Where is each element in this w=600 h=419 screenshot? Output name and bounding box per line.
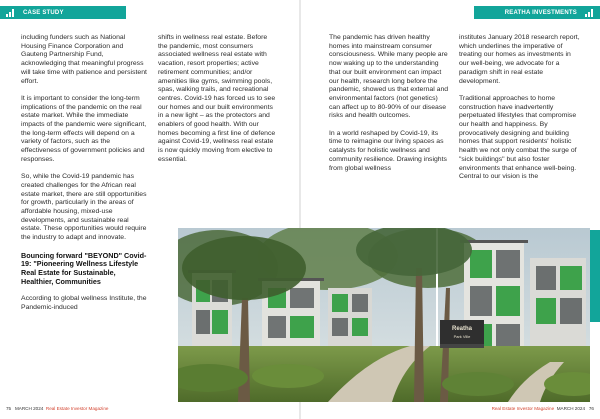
sign-title: Reatha xyxy=(451,326,473,332)
section-header-right xyxy=(474,6,600,19)
text-column-3 xyxy=(329,34,449,182)
footer-left xyxy=(6,406,108,411)
paragraph: shifts in wellness real estate. Before the pandemic, most consumers associated wellness real estate with vacation, resort properties; active retirement communities; and/or amenities like gyms, swimming pools, spas, walking trails, and recreational centres. Covid-19 has forced us to see our homes and our built environments in a new light – as the protectors and enablers of good health. With our homes becoming a first line of defence against Covid-19, wellness real estate is now quickly moving from elective to essential. xyxy=(158,34,276,163)
accent-bar xyxy=(590,230,600,322)
subheading: Bouncing forward "BEYOND" Covid-19: "Pioneering Wellness Lifestyle Real Estate for Sustainable, Healthier, Communities xyxy=(21,250,147,286)
issue-date: MARCH 2024 xyxy=(14,406,44,411)
paragraph: According to global wellness Institute, the Pandemic-induced xyxy=(21,295,147,312)
bar-chart-icon xyxy=(585,9,594,17)
magazine-name: Real Estate Investor Magazine xyxy=(491,406,555,411)
paragraph: It is important to consider the long-term implications of the pandemic on the real estate market. While the immediate impacts of the pandemic were significant, the long-term effects will depend on a variety of factors, such as the effectiveness of government policies and responses. xyxy=(21,94,147,163)
issue-date: MARCH 2024 xyxy=(556,406,586,411)
page-number: 75 xyxy=(6,406,12,411)
footer-right xyxy=(492,406,594,411)
magazine-name: Real Estate Investor Magazine xyxy=(45,406,109,411)
text-column-4 xyxy=(459,34,580,191)
paragraph: Traditional approaches to home construction have inadvertently perpetuated lifestyles that compromise our health and happiness. By provocatively designing and building homes that support residents' holistic health we not only combat the surge of "sick buildings" but also foster environments that enhance well-being. Central to our vision is the xyxy=(459,94,577,181)
section-label-left: CASE STUDY xyxy=(23,9,64,16)
paragraph: institutes January 2018 research report, which underlines the imperative of treating our homes as investments in our well-being, we advocate for a paradigm shift in real estate development. xyxy=(459,34,580,85)
section-header-left xyxy=(0,6,126,19)
paragraph: In a world reshaped by Covid-19, its time to reimagine our living spaces as catalysts for holistic wellness and community resilience. Drawing insights from global wellness xyxy=(329,129,447,172)
section-label-right: REATHA INVESTMENTS xyxy=(504,9,577,16)
text-column-1 xyxy=(21,34,147,322)
sign-subtitle: Park Ville xyxy=(453,334,471,339)
page-number: 76 xyxy=(588,406,594,411)
paragraph: The pandemic has driven healthy homes into mainstream consumer consciousness. While many people are now waking up to the understanding that our built environment can impact our health, research long before the pandemic, showed us that external and environmental factors (not genetics) can affect up to 80-90% of our disease risks and health outcomes. xyxy=(329,34,449,120)
rendering-illustration xyxy=(178,228,590,402)
architectural-rendering xyxy=(178,228,590,402)
paragraph: including funders such as National Housing Finance Corporation and Gauteng Partnership Fund, acknowledging that meaningful progress will take time with patience and persistent effort. xyxy=(21,34,147,85)
paragraph: So, while the Covid-19 pandemic has created challenges for the African real estate market, there are still opportunities for growth, particularly in the areas of affordable housing, mixed-use developments, and sustainable real estate. These opportunities would require the industry to adapt and innovate. xyxy=(21,173,147,242)
text-column-2 xyxy=(158,34,278,173)
bar-chart-icon xyxy=(6,9,15,17)
